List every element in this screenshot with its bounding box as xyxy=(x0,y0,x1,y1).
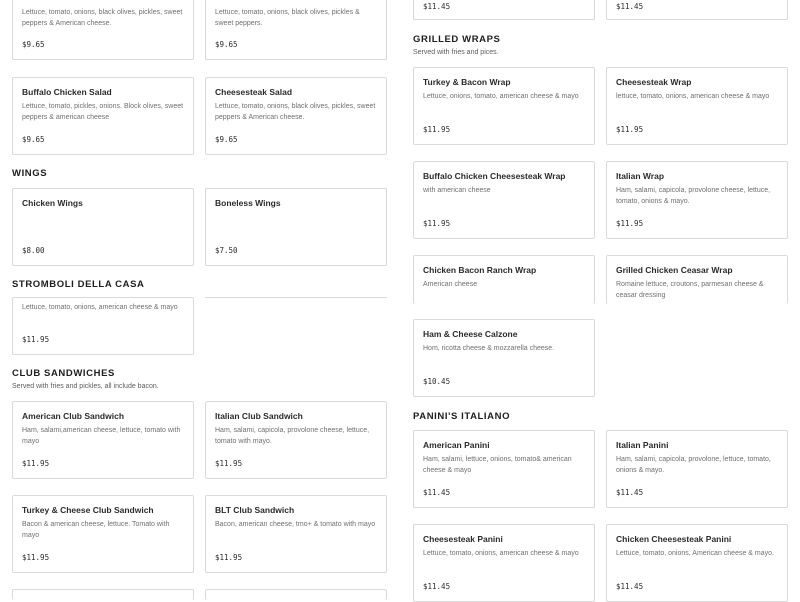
item-description: with american cheese xyxy=(423,187,491,194)
menu-item-card[interactable] xyxy=(606,430,788,508)
item-description: Lettuce, tomato, onions, american cheese & mayo xyxy=(423,550,579,557)
item-name: Chicken Cheesesteak Panini xyxy=(616,534,732,544)
item-description: Ham, salami, lettuce, onions, tomato& american cheese & mayo xyxy=(423,456,572,474)
item-price: $11.95 xyxy=(22,459,50,468)
item-description: Lettuce, tomato, onions, black olives, pickles, sweet peppers & American cheese. xyxy=(22,9,183,27)
item-description: Bacon & american cheese, lettuce. Tomato with mayo xyxy=(22,521,170,539)
item-price: $11.45 xyxy=(616,582,644,591)
menu-item-card[interactable] xyxy=(205,495,387,573)
menu-item-card[interactable] xyxy=(205,188,387,266)
menu-item-card[interactable] xyxy=(12,77,194,155)
menu-item-card[interactable] xyxy=(205,401,387,479)
item-price: $11.95 xyxy=(22,553,50,562)
item-name: Cheesesteak Panini xyxy=(423,534,503,544)
menu-item-card[interactable] xyxy=(606,524,788,602)
menu-item-card[interactable] xyxy=(205,0,387,60)
item-name: BLT Club Sandwich xyxy=(215,505,295,515)
menu-item-card[interactable] xyxy=(413,161,595,239)
item-description: American cheese xyxy=(423,281,478,288)
menu-item-card[interactable] xyxy=(606,161,788,239)
item-name: Chicken Bacon Ranch Wrap xyxy=(423,265,537,275)
divider xyxy=(205,297,387,298)
item-name: Grilled Chicken Ceasar Wrap xyxy=(616,265,733,275)
menu-item-card[interactable] xyxy=(12,297,194,355)
item-name: Buffalo Chicken Salad xyxy=(22,87,112,97)
item-price: $9.65 xyxy=(215,40,238,49)
item-price: $11.45 xyxy=(616,2,644,11)
item-name: American Club Sandwich xyxy=(22,411,125,421)
menu-item-card[interactable] xyxy=(413,67,595,145)
item-price: $11.95 xyxy=(22,335,50,344)
item-name: Cheesesteak Wrap xyxy=(616,77,692,87)
item-name: Boneless Wings xyxy=(215,198,281,208)
item-name: Ham & Cheese Calzone xyxy=(423,329,518,339)
menu-item-card[interactable] xyxy=(413,255,595,304)
menu-item-card[interactable] xyxy=(12,495,194,573)
item-name: Turkey & Bacon Wrap xyxy=(423,77,511,87)
menu-item-card[interactable] xyxy=(413,524,595,602)
menu-item-card[interactable] xyxy=(606,0,788,20)
item-description: Ham, salami,american cheese, lettuce, tomato with mayo xyxy=(22,427,181,445)
item-price: $11.95 xyxy=(616,125,644,134)
item-description: Lettuce, tomato, onions, american cheese & mayo xyxy=(22,304,178,311)
item-price: $11.95 xyxy=(215,553,243,562)
section-title-stromboli: STROMBOLI DELLA CASA xyxy=(12,279,145,290)
menu-item-card[interactable] xyxy=(606,67,788,145)
item-name: Cheesesteak Salad xyxy=(215,87,293,97)
item-price: $8.00 xyxy=(22,246,45,255)
menu-item-card[interactable] xyxy=(12,401,194,479)
menu-item-card[interactable] xyxy=(413,0,595,20)
menu-item-card[interactable] xyxy=(205,589,387,600)
item-description: Ham, salami, capicola, provolone, lettuce, tomato, onions & mayo. xyxy=(616,456,771,474)
item-description: Romaine lettuce, croutons, parmesan cheese & ceasar dressing xyxy=(616,281,764,299)
item-name: Italian Club Sandwich xyxy=(215,411,303,421)
item-description: Lettuce, tomato, onions, American cheese & mayo. xyxy=(616,550,774,557)
menu-item-card[interactable] xyxy=(12,0,194,60)
item-price: $11.95 xyxy=(215,459,243,468)
menu-item-card[interactable] xyxy=(12,589,194,600)
item-description: lettuce, tomato, onions, american cheese & mayo xyxy=(616,93,770,100)
item-description: Hom, ricotta cheese & mozzarella cheese. xyxy=(423,345,555,352)
item-price: $10.45 xyxy=(423,377,451,386)
item-description: Lettuce, tomato, onions, black olives, pickles, sweet peppers & American cheese. xyxy=(215,103,376,121)
section-subtitle: Served with fries and pices. xyxy=(413,49,499,56)
item-price: $11.45 xyxy=(423,582,451,591)
item-price: $11.45 xyxy=(423,2,451,11)
item-name: Italian Panini xyxy=(616,440,669,450)
item-description: Lettuce, onions, tomato, american cheese & mayo xyxy=(423,93,579,100)
item-name: Chicken Wings xyxy=(22,198,83,208)
item-name: Italian Wrap xyxy=(616,171,665,181)
item-description: Ham, salami, capicola, provolone cheese, lettuce, tomato with mayo. xyxy=(215,427,370,445)
item-description: Lettuce, tomato, onions, black olives, pickles & sweet peppers. xyxy=(215,9,360,27)
section-title-wings: WINGS xyxy=(12,168,48,179)
item-price: $11.95 xyxy=(616,219,644,228)
section-title-panini: PANINI'S ITALIANO xyxy=(413,411,511,422)
menu-item-card[interactable] xyxy=(413,430,595,508)
menu-item-card[interactable] xyxy=(205,77,387,155)
item-price: $9.65 xyxy=(22,40,45,49)
section-subtitle: Served with fries and pickles, all include bacon. xyxy=(12,383,159,390)
item-price: $7.50 xyxy=(215,246,238,255)
item-price: $11.95 xyxy=(423,219,451,228)
menu-item-card[interactable] xyxy=(413,319,595,397)
item-price: $11.45 xyxy=(423,488,451,497)
item-price: $11.45 xyxy=(616,488,644,497)
menu-item-card[interactable] xyxy=(606,255,788,304)
item-name: Turkey & Cheese Club Sandwich xyxy=(22,505,154,515)
item-price: $9.65 xyxy=(22,135,45,144)
item-description: Bacon, american cheese, tmo+ & tomato with mayo xyxy=(215,521,376,528)
section-title-club-sandwiches: CLUB SANDWICHES xyxy=(12,368,115,379)
item-name: Buffalo Chicken Cheesesteak Wrap xyxy=(423,171,566,181)
menu-item-card[interactable] xyxy=(12,188,194,266)
item-price: $11.95 xyxy=(423,125,451,134)
item-description: Ham, salami, capicola, provolone cheese, lettuce, tomato, onions & mayo. xyxy=(616,187,771,205)
section-title-grilled-wraps: GRILLED WRAPS xyxy=(413,34,501,45)
item-price: $9.65 xyxy=(215,135,238,144)
item-name: American Panini xyxy=(423,440,490,450)
item-description: Lettuce, tomato, pickles, onions. Block olives, sweet peppers & american cheese xyxy=(22,103,184,121)
